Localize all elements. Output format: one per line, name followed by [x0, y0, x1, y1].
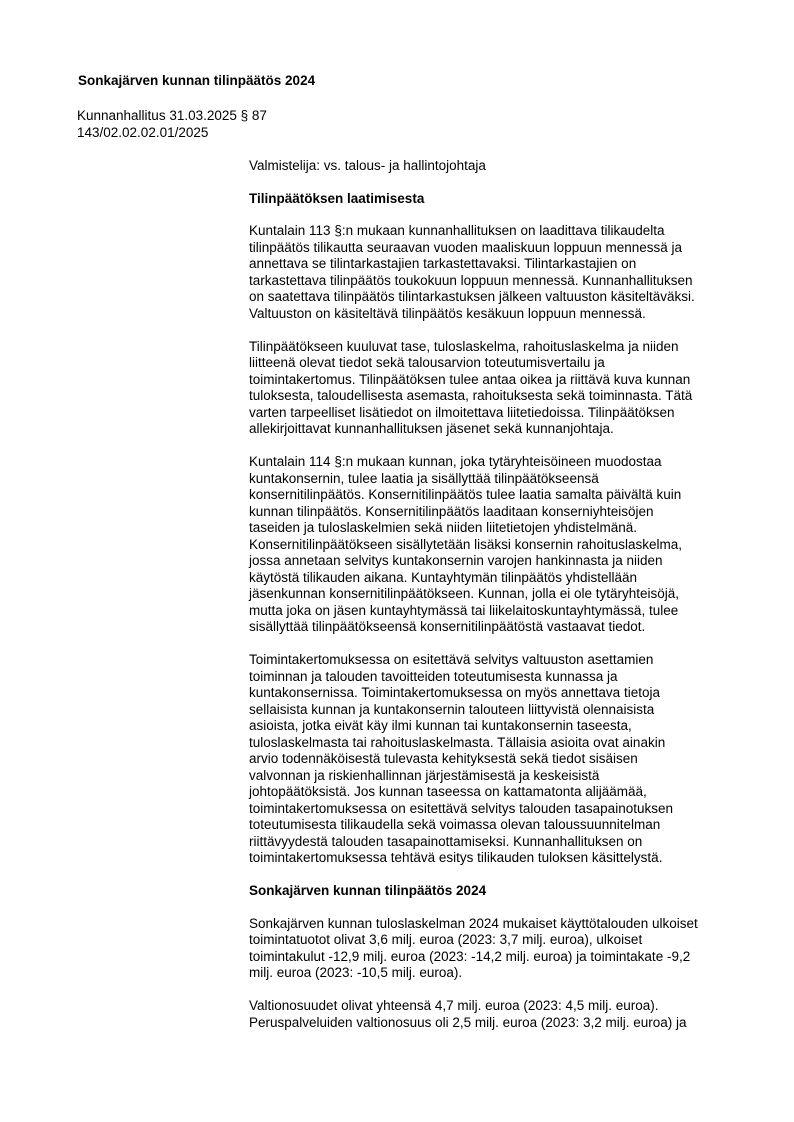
- paragraph-line: tilinpäätös tilikautta seuraavan vuoden maaliskuun loppuun mennessä ja: [249, 239, 683, 255]
- paragraph-line: toimintakertomus. Tilinpäätöksen tulee antaa oikea ja riittävä kuva kunnan: [249, 371, 691, 387]
- paragraph: [249, 916, 749, 982]
- paragraph-line: on saatettava tilinpäätös tilintarkastuksen jälkeen valtuuston käsiteltäväksi.: [249, 289, 695, 304]
- record-number: 143/02.02.02.01/2025: [77, 124, 209, 140]
- paragraph-line: liitteenä olevat tiedot sekä talousarvion toteutumisvertailu ja: [249, 355, 605, 370]
- paragraph-line: kunnan tilinpäätös. Konsernitilinpäätös laaditaan konserniyhteisöjen: [249, 503, 654, 519]
- paragraph-line: kuntakonsernin, tulee laatia ja sisällyttää tilinpäätökseensä: [249, 470, 599, 486]
- paragraph: [249, 454, 749, 636]
- paragraph-line: toimintatuotot olivat 3,6 milj. euroa (2023: 3,7 milj. euroa), ulkoiset: [249, 932, 643, 947]
- meeting-info: [77, 108, 267, 141]
- paragraph-line: mutta joka on jäsen kuntayhtymässä tai liikelaitoskuntayhtymässä, tulee: [249, 602, 679, 618]
- document-body: [249, 158, 749, 1048]
- paragraph-line: allekirjoittavat kunnanhallituksen jäsenet sekä kunnanjohtaja.: [249, 421, 614, 436]
- paragraph: [249, 998, 749, 1031]
- paragraph: [249, 223, 749, 322]
- paragraph-line: toimintakertomuksessa on esitettävä selvitys talouden tasapainotuksen: [249, 800, 673, 816]
- paragraph-line: Kuntalain 114 §:n mukaan kunnan, joka tytäryhteisöineen muodostaa: [249, 454, 662, 469]
- paragraph-line: Valtionosuudet olivat yhteensä 4,7 milj. euroa (2023: 4,5 milj. euroa).: [249, 998, 659, 1013]
- paragraph-line: asioista, jotka eivät käy ilmi kunnan tai kuntakonsernin taseesta,: [249, 718, 632, 733]
- section-heading: Tilinpäätöksen laatimisesta: [249, 190, 425, 206]
- paragraph-line: Toimintakertomuksessa on esitettävä selvitys valtuuston asettamien: [249, 652, 654, 667]
- paragraph-line: jäsenkunnan konsernitilinpäätökseen. Kunnan, jolla ei ole tytäryhteisöjä,: [249, 586, 680, 601]
- paragraph-line: tuloslaskelmasta tai rahoituslaskelmasta. Tällaisia asioita ovat ainakin: [249, 734, 666, 750]
- paragraph-line: valvonnan ja riskienhallinnan järjestämisestä ja keskeisistä: [249, 767, 600, 783]
- paragraph-line: Tilinpäätökseen kuuluvat tase, tuloslaskelma, rahoituslaskelma ja niiden: [249, 338, 679, 354]
- paragraph-line: milj. euroa (2023: -10,5 milj. euroa).: [249, 965, 463, 980]
- sections-container: [249, 191, 749, 1032]
- page-title: Sonkajärven kunnan tilinpäätös 2024: [78, 73, 316, 88]
- paragraph-line: taseiden ja tuloslaskelmien sekä niiden liitetietojen yhdistelmänä.: [249, 520, 637, 535]
- paragraph: [249, 652, 749, 867]
- paragraph-line: Konsernitilinpäätökseen sisällytetään lisäksi konsernin rahoituslaskelma,: [249, 536, 682, 552]
- paragraph-line: arvio todennäköisestä tulevasta kehityksestä sekä tiedot sisäisen: [249, 751, 638, 766]
- paragraph-line: toteutumisesta tilikaudella sekä voimassa olevan taloussuunnitelman: [249, 817, 661, 832]
- paragraph-line: sisällyttää tilinpäätökseensä konsernitilinpäätöstä vastaavat tiedot.: [249, 619, 646, 634]
- paragraph-line: tarkastettava tilinpäätös toukokuun loppuun mennessä. Kunnanhallituksen: [249, 272, 693, 288]
- paragraph-line: toimintakertomuksessa tehtävä esitys tilikauden tuloksen käsittelystä.: [249, 850, 663, 865]
- paragraph-line: Peruspalveluiden valtionosuus oli 2,5 milj. euroa (2023: 3,2 milj. euroa) ja: [249, 1014, 687, 1030]
- paragraph-line: riittävyydestä talouden tasapainottamiseksi. Kunnanhallituksen on: [249, 833, 643, 849]
- prepared-by: Valmistelija: vs. talous- ja hallintojohtaja: [249, 158, 486, 173]
- paragraph-line: annettava se tilintarkastajien tarkastettavaksi. Tilintarkastajien on: [249, 256, 637, 271]
- paragraph-line: konsernitilinpäätös. Konsernitilinpäätös tulee laatia samalta päivältä kuin: [249, 487, 682, 502]
- paragraph-line: Kuntalain 113 §:n mukaan kunnanhallituksen on laadittava tilikaudelta: [249, 223, 665, 238]
- paragraph-line: jossa annetaan selvitys kuntakonsernin varojen hankinnasta ja niiden: [249, 553, 663, 568]
- section-heading: Sonkajärven kunnan tilinpäätös 2024: [249, 883, 487, 898]
- paragraph: [249, 339, 749, 438]
- paragraph-line: käytöstä tilikauden aikana. Kuntayhtymän tilinpäätös yhdistellään: [249, 569, 637, 585]
- paragraph-line: Sonkajärven kunnan tuloslaskelman 2024 mukaiset käyttötalouden ulkoiset: [249, 915, 698, 931]
- paragraph-line: toiminnan ja talouden tavoitteiden toteutumisesta kunnassa ja: [249, 668, 618, 684]
- paragraph-line: johtopäätöksistä. Jos kunnan taseessa on kattamatonta alijäämää,: [249, 784, 647, 799]
- meeting-reference: Kunnanhallitus 31.03.2025 § 87: [77, 108, 267, 123]
- paragraph-line: sellaisista kunnan ja kuntakonsernin talouteen liittyvistä olennaisista: [249, 701, 655, 717]
- paragraph-line: varten tarpeelliset lisätiedot on ilmoitettava liitetiedoissa. Tilinpäätöksen: [249, 404, 675, 420]
- paragraph-line: kuntakonsernissa. Toimintakertomuksessa on myös annettava tietoja: [249, 685, 660, 700]
- paragraph-line: tuloksesta, taloudellisesta asemasta, rahoituksesta sekä toiminnasta. Tätä: [249, 388, 693, 403]
- paragraph-line: toimintakulut -12,9 milj. euroa (2023: -14,2 milj. euroa) ja toimintakate -9,2: [249, 948, 691, 964]
- paragraph-line: Valtuuston on käsiteltävä tilinpäätös kesäkuun loppuun mennessä.: [249, 305, 646, 321]
